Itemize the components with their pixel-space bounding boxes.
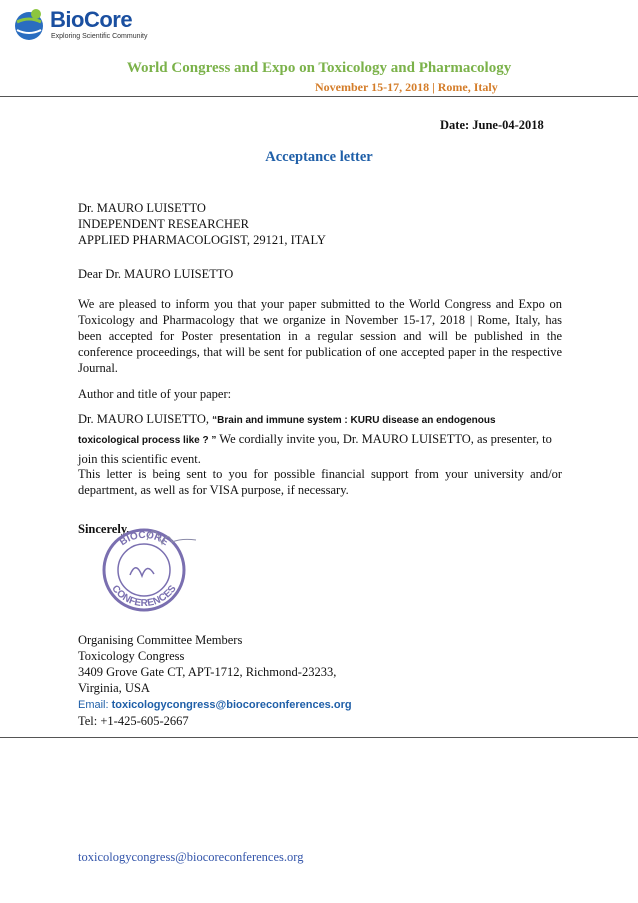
signature-line-state: Virginia, USA xyxy=(78,681,150,695)
signature-line-congress: Toxicology Congress xyxy=(78,649,185,663)
logo-tagline: Exploring Scientific Community xyxy=(51,33,148,40)
closing: Sincerely, xyxy=(78,522,130,536)
recipient-role: INDEPENDENT RESEARCHER xyxy=(78,217,249,231)
signature-line-committee: Organising Committee Members xyxy=(78,633,243,647)
author-name: Dr. MAURO LUISETTO, xyxy=(78,412,210,426)
recipient-location: APPLIED PHARMACOLOGIST, 29121, ITALY xyxy=(78,233,326,247)
paragraph-acceptance: We are pleased to inform you that your paper submitted to the World Congress and Expo on Toxicology and Pharmacology that we organize in November 15-17, 2018 | Rome, Italy, has been accepted for Poster presentation in a regular session and will be published in the conference proceedings, that will be sent for publication of one accepted paper in the respective Journal. xyxy=(78,297,562,375)
signature-tel: Tel: +1-425-605-2667 xyxy=(78,714,189,728)
salutation: Dear Dr. MAURO LUISETTO xyxy=(78,267,234,281)
email-link[interactable]: toxicologycongress@biocoreconferences.org xyxy=(111,699,352,711)
svg-text:BIOCORE xyxy=(118,530,170,548)
recipient-name: Dr. MAURO LUISETTO xyxy=(78,201,206,215)
paper-info xyxy=(78,410,562,468)
conference-title: World Congress and Expo on Toxicology and Pharmacology xyxy=(126,60,512,76)
paper-title-line2: toxicological process like ? ” xyxy=(78,435,217,446)
footer-email-link[interactable]: toxicologycongress@biocoreconferences.org xyxy=(78,850,304,864)
letter-date: Date: June-04-2018 xyxy=(440,118,544,132)
logo-name: BioCore xyxy=(50,7,133,32)
signature-line-address: 3409 Grove Gate CT, APT-1712, Richmond-23233, xyxy=(78,665,337,679)
conference-date: November 15-17, 2018 | Rome, Italy xyxy=(315,80,498,94)
header-divider xyxy=(0,96,638,97)
author-label: Author and title of your paper: xyxy=(78,387,232,401)
biocore-logo xyxy=(12,4,162,46)
letter-heading: Acceptance letter xyxy=(265,149,373,165)
conference-stamp xyxy=(92,520,202,620)
paragraph-support: This letter is being sent to you for possible financial support from your university and/or department, as well as for VISA purpose, if necessary. xyxy=(78,467,562,497)
stamp-text-top: BIOCORE xyxy=(117,529,171,549)
footer-divider xyxy=(0,737,638,738)
signature-email-row xyxy=(78,696,562,713)
email-label: Email: xyxy=(78,699,112,711)
recipient-address xyxy=(78,200,562,248)
paper-title-line1: “Brain and immune system : KURU disease an endogenous xyxy=(212,415,496,426)
signature-block xyxy=(78,632,562,729)
invite-text: We cordially invite you, Dr. MAURO LUISETTO, as presenter, to join this scientific event. xyxy=(78,432,552,466)
stamp-text-bottom: CONFERENCES xyxy=(109,583,179,610)
globe-icon xyxy=(12,6,46,44)
